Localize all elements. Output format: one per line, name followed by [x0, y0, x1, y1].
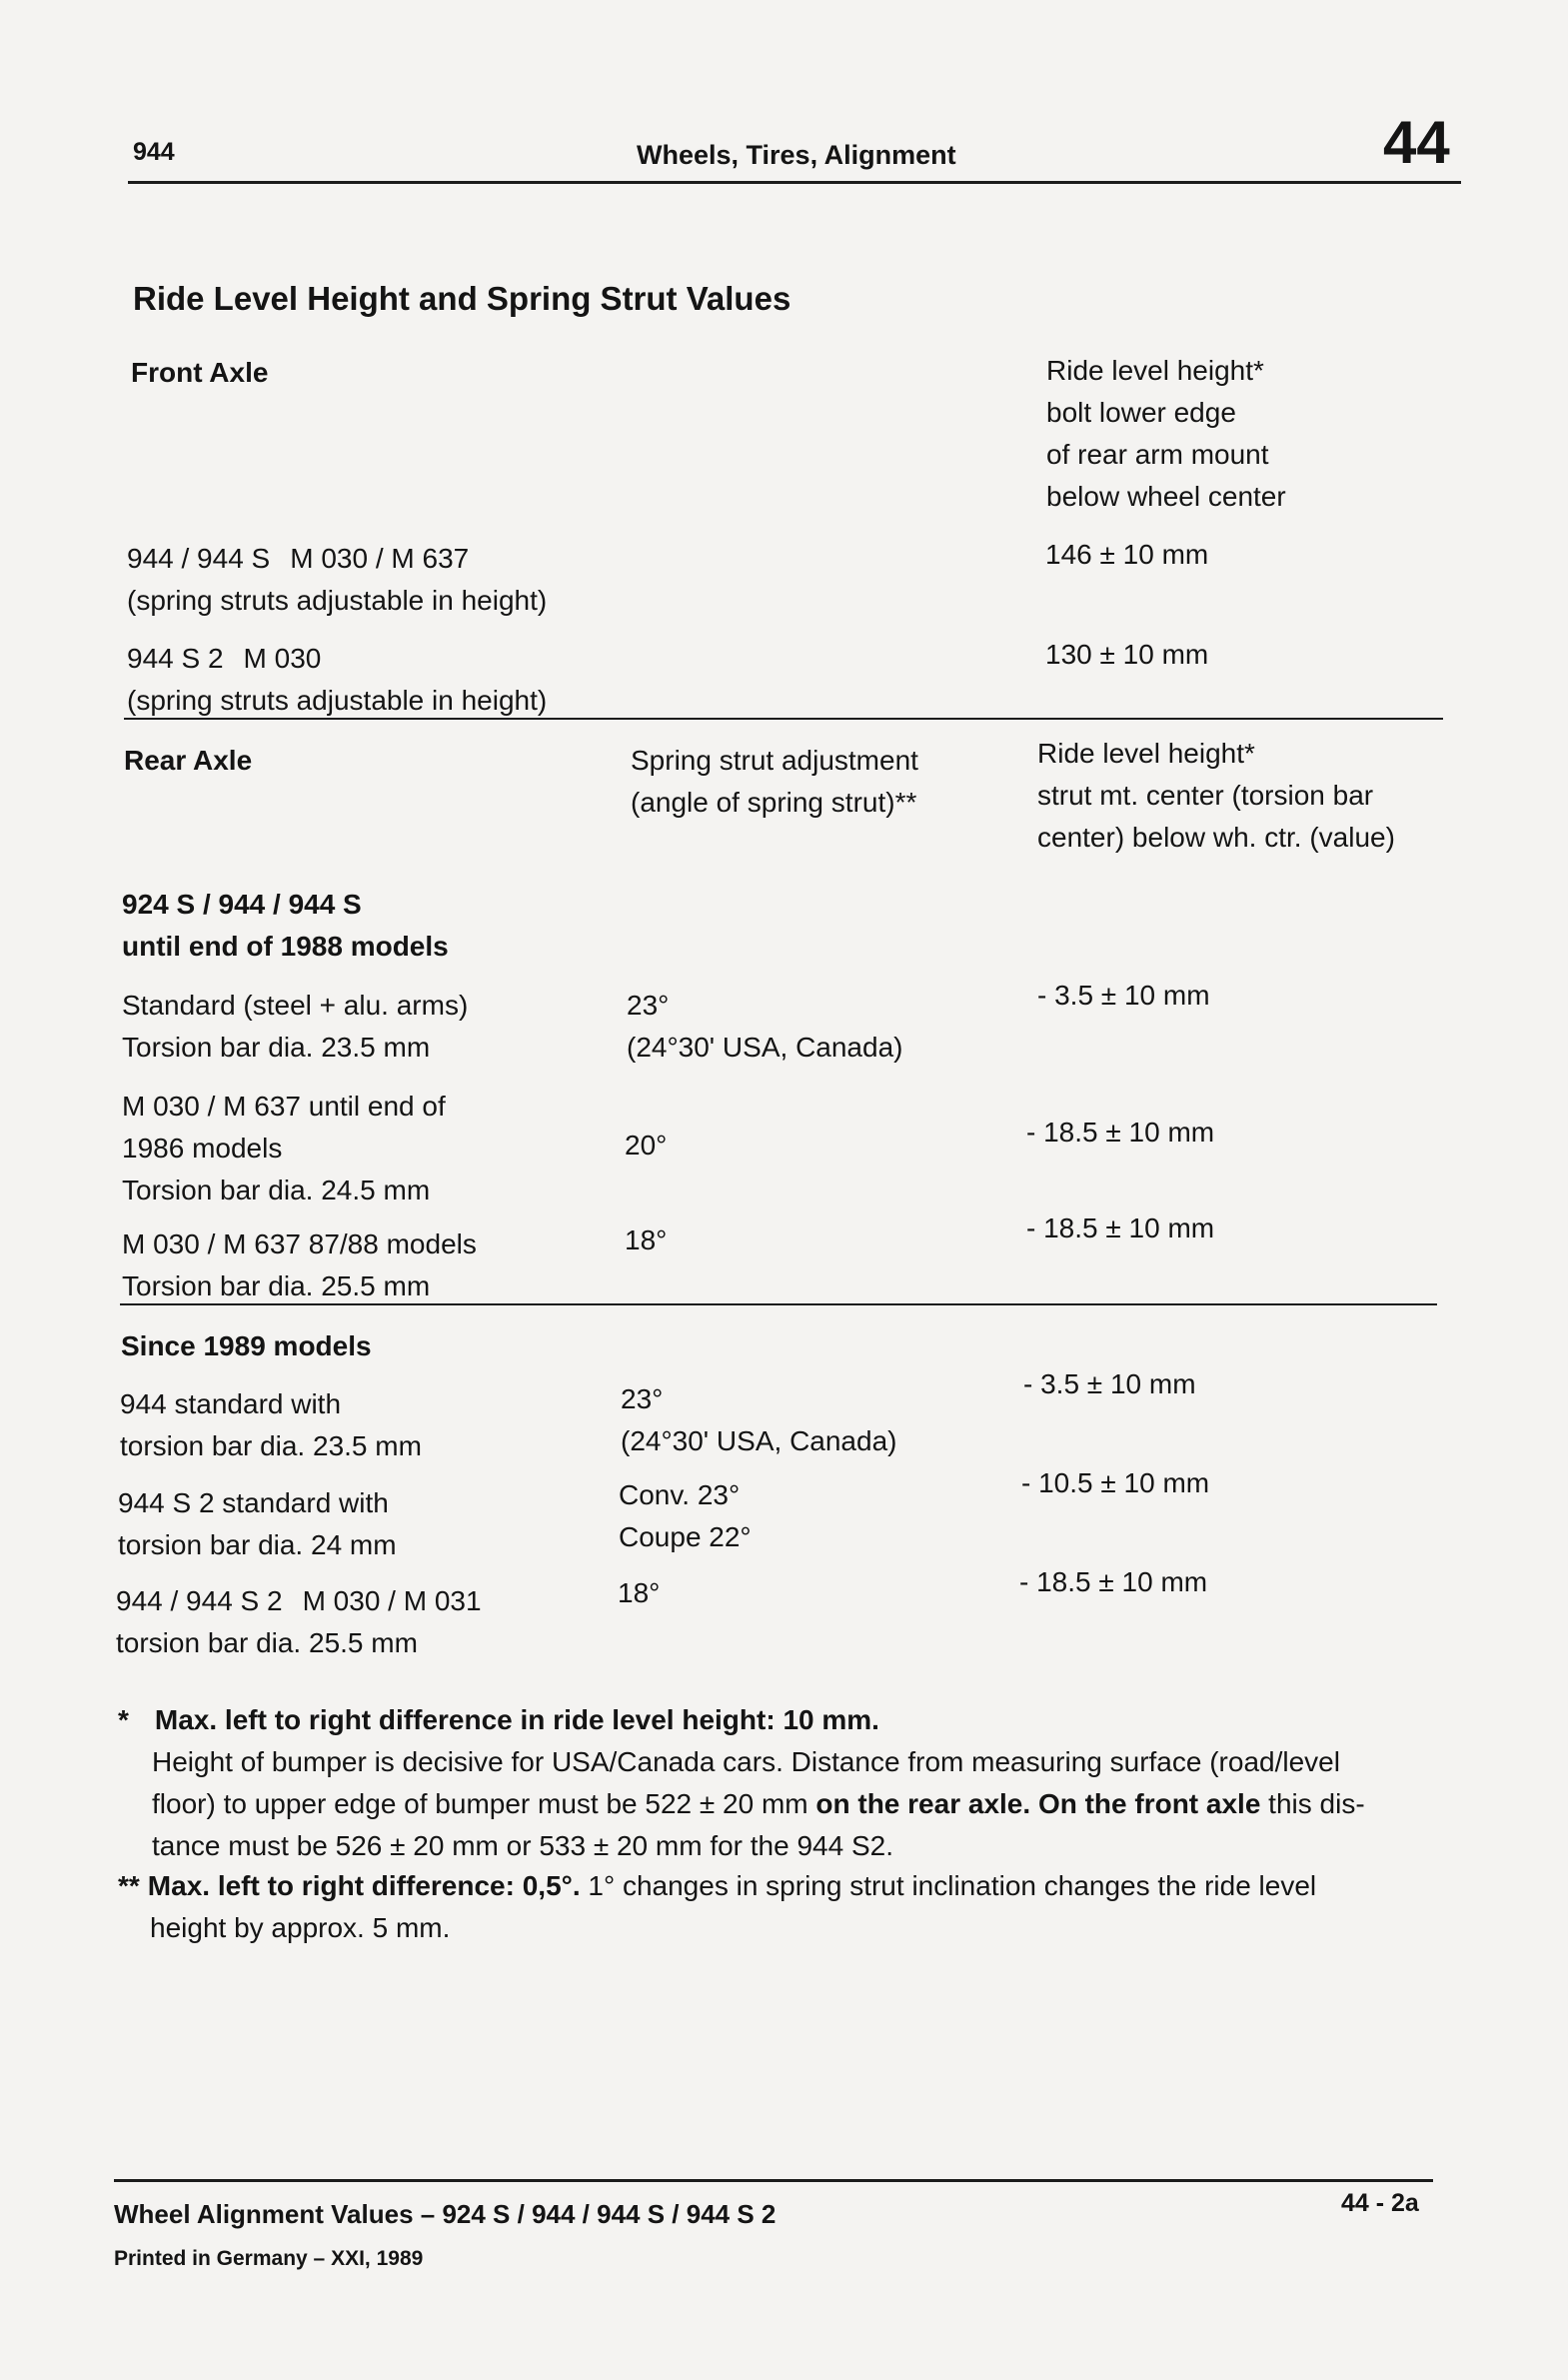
rear-row-944-standard-angle [621, 1378, 896, 1462]
angle-line: (24°30' USA, Canada) [621, 1425, 897, 1456]
footnote-line [118, 1783, 1365, 1825]
rear-row-944s2-m030-angle: 18° [618, 1577, 661, 1608]
desc-line: M 030 / M 637 87/88 models [122, 1228, 477, 1259]
desc-line: 1986 models [122, 1133, 283, 1164]
rear-row-m030-8788 [122, 1223, 477, 1307]
header-line: (angle of spring strut)** [631, 787, 917, 818]
footer-rule [114, 2179, 1433, 2182]
note-text: (spring struts adjustable in height) [127, 685, 548, 716]
front-row-1-value: 146 ± 10 mm [1045, 539, 1209, 570]
rear-row-standard-angle [627, 985, 902, 1069]
footer-printed: Printed in Germany – XXI, 1989 [114, 2247, 424, 2270]
rear-group-1-label [122, 884, 449, 968]
desc-line: Torsion bar dia. 23.5 mm [122, 1032, 431, 1063]
rear-row-944s2-standard-angle [619, 1474, 752, 1558]
angle-line: 23° [627, 990, 670, 1021]
footnote-1 [118, 1699, 1365, 1867]
rear-row-944s2-standard [118, 1482, 397, 1566]
footer-page-number: 44 - 2a [1341, 2189, 1419, 2217]
angle-line: Conv. 23° [619, 1479, 741, 1510]
footnote-marker: * [118, 1704, 129, 1735]
footnote-text: this dis- [1260, 1788, 1365, 1819]
rear-row-m030-8788-angle: 18° [625, 1224, 668, 1255]
desc-line: 944 standard with [120, 1388, 342, 1419]
desc-line: torsion bar dia. 24 mm [118, 1529, 397, 1560]
page-title: Ride Level Height and Spring Strut Values [133, 280, 791, 317]
rear-row-standard-value: - 3.5 ± 10 mm [1037, 980, 1210, 1011]
footnote-bold: Max. left to right difference in ride level height: 10 mm. [154, 1704, 879, 1735]
footnote-emphasis: On the front axle [1037, 1788, 1261, 1819]
desc-line: Torsion bar dia. 24.5 mm [122, 1175, 431, 1205]
footnote-2 [118, 1865, 1316, 1949]
rear-row-m030-1986-angle: 20° [625, 1130, 668, 1161]
header-line: Ride level height* [1037, 738, 1255, 769]
header-rule [128, 181, 1461, 184]
header-line: center) below wh. ctr. (value) [1037, 822, 1395, 853]
model-text: 944 / 944 S [127, 543, 271, 574]
rear-row-944-standard-value: - 3.5 ± 10 mm [1023, 1368, 1196, 1399]
model-text: 944 S 2 [127, 643, 224, 674]
angle-line: 23° [621, 1383, 664, 1414]
model-text: 944 / 944 S 2 [116, 1585, 283, 1616]
group-label-line: 924 S / 944 / 944 S [122, 889, 362, 920]
front-ride-height-header [1046, 350, 1286, 518]
option-text: M 030 / M 637 [290, 543, 470, 574]
option-text: M 030 [243, 643, 322, 674]
front-row-2-value: 130 ± 10 mm [1045, 639, 1209, 670]
rear-row-944s2-standard-value: - 10.5 ± 10 mm [1021, 1467, 1210, 1498]
angle-line: Coupe 22° [619, 1521, 752, 1552]
rear-row-944-standard [120, 1383, 422, 1467]
desc-line: Standard (steel + alu. arms) [122, 990, 469, 1021]
rear-axle-label: Rear Axle [124, 745, 253, 776]
footnote-text [1030, 1788, 1038, 1819]
angle-line: (24°30' USA, Canada) [627, 1032, 903, 1063]
header-line: bolt lower edge [1046, 397, 1236, 428]
footnote-line: tance must be 526 ± 20 mm or 533 ± 20 mm for the 944 S2. [152, 1830, 893, 1861]
rear-row-m030-1986 [122, 1086, 446, 1211]
header-line: Spring strut adjustment [631, 745, 918, 776]
footnote-line: height by approx. 5 mm. [150, 1912, 451, 1943]
footnote-text: 1° changes in spring strut inclination changes the ride level [580, 1870, 1317, 1901]
front-row-2 [127, 638, 547, 722]
front-axle-label: Front Axle [131, 357, 269, 388]
desc-line: torsion bar dia. 25.5 mm [116, 1627, 418, 1658]
header-group-number: 44 [1383, 109, 1450, 176]
header-line: of rear arm mount [1046, 439, 1269, 470]
header-model: 944 [133, 138, 175, 166]
desc-line: torsion bar dia. 23.5 mm [120, 1430, 422, 1461]
section-rule [124, 718, 1443, 720]
footnote-bold: Max. left to right difference: 0,5°. [147, 1870, 581, 1901]
footnote-line: Height of bumper is decisive for USA/Canada cars. Distance from measuring surface (road/level [152, 1746, 1340, 1777]
desc-line: M 030 / M 637 until end of [122, 1091, 446, 1122]
rear-row-944s2-m030-value: - 18.5 ± 10 mm [1019, 1566, 1208, 1597]
option-text: M 030 / M 031 [302, 1585, 482, 1616]
rear-row-m030-8788-value: - 18.5 ± 10 mm [1026, 1212, 1215, 1243]
group-label-line: until end of 1988 models [122, 931, 449, 962]
desc-line: Torsion bar dia. 25.5 mm [122, 1270, 431, 1301]
rear-row-m030-1986-value: - 18.5 ± 10 mm [1026, 1117, 1215, 1148]
desc-line: 944 S 2 standard with [118, 1487, 389, 1518]
section-rule [120, 1303, 1437, 1305]
front-row-1 [127, 538, 547, 622]
footnote-emphasis: on the rear axle. [815, 1788, 1031, 1819]
strut-adjustment-header [631, 740, 918, 824]
footer-title: Wheel Alignment Values – 924 S / 944 / 944 S / 944 S 2 [114, 2199, 777, 2229]
header-chapter-title: Wheels, Tires, Alignment [637, 140, 956, 170]
rear-ride-height-header [1037, 733, 1395, 859]
rear-row-standard [122, 985, 468, 1069]
note-text: (spring struts adjustable in height) [127, 585, 548, 616]
rear-group-2-label: Since 1989 models [121, 1330, 372, 1361]
header-line: strut mt. center (torsion bar [1037, 780, 1374, 811]
footnote-marker: ** [118, 1870, 140, 1901]
footnote-text: floor) to upper edge of bumper must be 522 ± 20 mm [152, 1788, 816, 1819]
header-line: Ride level height* [1046, 355, 1264, 386]
header-line: below wheel center [1046, 481, 1286, 512]
rear-row-944s2-m030 [116, 1580, 482, 1664]
